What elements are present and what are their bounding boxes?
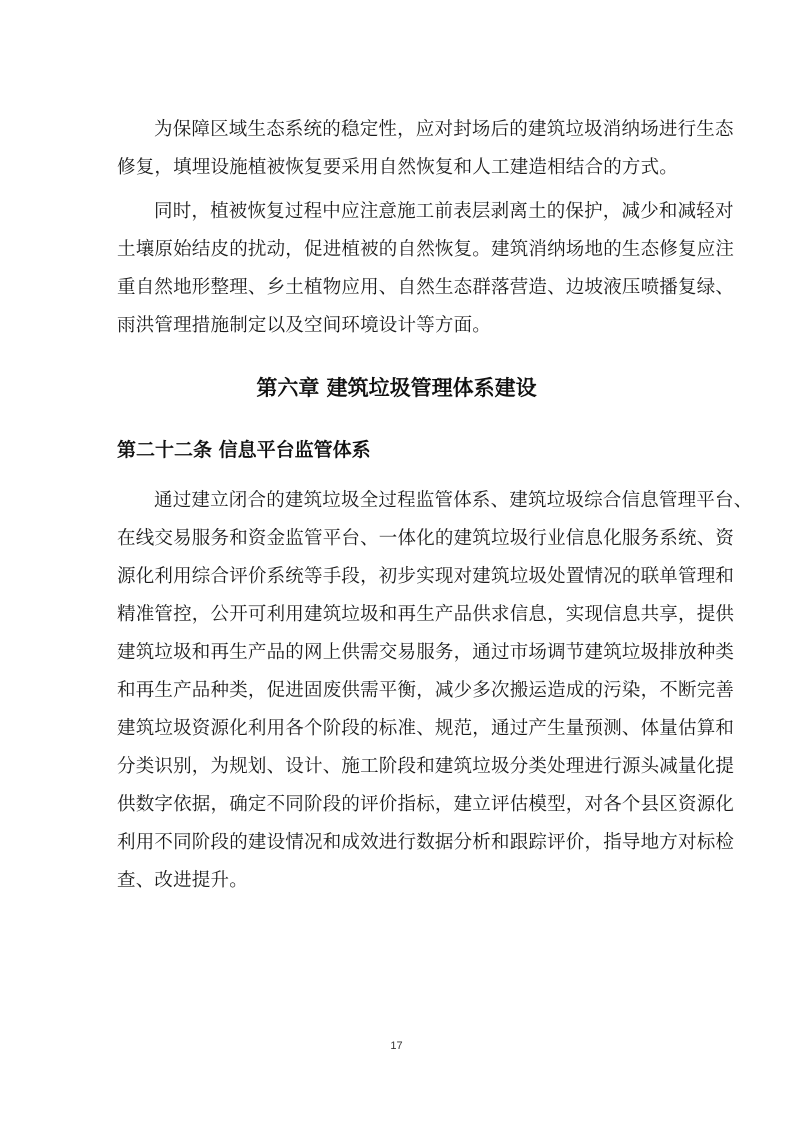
paragraph-line: 修复，填埋设施植被恢复要采用自然恢复和人工建造相结合的方式。	[117, 157, 679, 178]
paragraph-line: 建筑垃圾和再生产品的网上供需交易服务，通过市场调节建筑垃圾排放种类	[117, 642, 735, 663]
paragraph-line: 利用不同阶段的建设情况和成效进行数据分析和跟踪评价，指导地方对标检	[117, 832, 735, 853]
article-title: 第二十二条 信息平台监管体系	[117, 439, 371, 461]
paragraph-line: 同时，植被恢复过程中应注意施工前表层剥离土的保护，减少和减轻对	[154, 201, 734, 222]
paragraph-line: 在线交易服务和资金监管平台、一体化的建筑垃圾行业信息化服务系统、资	[117, 528, 735, 549]
paragraph-line: 土壤原始结皮的扰动，促进植被的自然恢复。建筑消纳场地的生态修复应注	[117, 239, 735, 260]
paragraph-line: 分类识别，为规划、设计、施工阶段和建筑垃圾分类处理进行源头减量化提	[117, 756, 735, 777]
paragraph-line: 为保障区域生态系统的稳定性，应对封场后的建筑垃圾消纳场进行生态	[154, 119, 734, 140]
paragraph-line: 查、改进提升。	[117, 870, 248, 891]
paragraph-line: 精准管控，公开可利用建筑垃圾和再生产品供求信息，实现信息共享，提供	[117, 604, 735, 625]
paragraph-line: 重自然地形整理、乡土植物应用、自然生态群落营造、边坡液压喷播复绿、	[117, 277, 735, 298]
paragraph-information-platform	[117, 482, 753, 900]
paragraph-line: 通过建立闭合的建筑垃圾全过程监管体系、建筑垃圾综合信息管理平台、	[154, 490, 753, 511]
paragraph-line: 雨洪管理措施制定以及空间环境设计等方面。	[117, 315, 492, 336]
paragraph-line: 供数字依据，确定不同阶段的评价指标，建立评估模型，对各个县区资源化	[117, 794, 735, 815]
paragraph-vegetation-recovery	[117, 193, 735, 345]
page-number: 17	[390, 1040, 403, 1052]
chapter-title: 第六章 建筑垃圾管理体系建设	[256, 376, 537, 400]
paragraph-line: 和再生产品种类，促进固废供需平衡，减少多次搬运造成的污染，不断完善	[117, 680, 735, 701]
paragraph-line: 源化利用综合评价系统等手段，初步实现对建筑垃圾处置情况的联单管理和	[117, 566, 735, 587]
paragraph-line: 建筑垃圾资源化利用各个阶段的标准、规范，通过产生量预测、体量估算和	[117, 718, 735, 739]
paragraph-ecological-restoration	[117, 111, 734, 187]
